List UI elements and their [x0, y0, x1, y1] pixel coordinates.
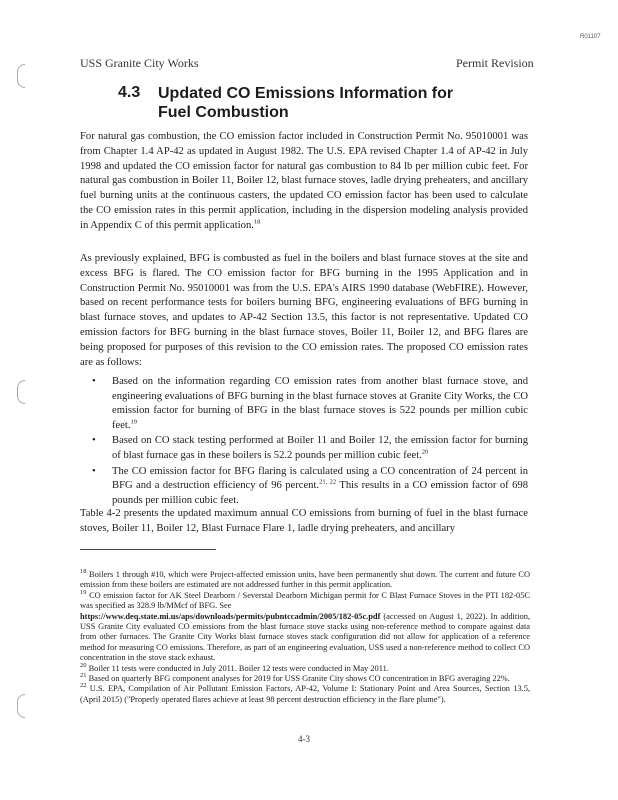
footnote-ref: 18	[253, 218, 261, 226]
list-item-text-tail: This results in a CO emission factor of 698 pounds per million cubic feet.	[112, 480, 529, 506]
bullet-icon: •	[92, 465, 96, 477]
emission-factor-list	[92, 375, 528, 509]
footnote-text: Boilers 1 through #10, which were Project-affected emission units, have been permanently shut down. The current and future CO emission from these boilers are estimated are not addressed further in this permit application.	[80, 570, 530, 590]
footnote-text: (accessed on August 1, 2022). In addition, USS Granite City evaluated CO emissions from the blast furnace stove stacks using non-reference method to compare against data from other furnaces. The Granite City Works blast furnace stoves stack configuration did not allow for application of a reference method for measuring CO emissions. Therefore, as part of an engineering evaluation, USS used a non-reference method to collect CO concentration in the stove stack exhaust.	[80, 611, 530, 663]
footnote-text: CO emission factor for AK Steel Dearborn / Severstal Dearborn Michigan permit for C Blast Furnace Stoves in the PTI 182-05C was specified as 328.9 lb/MMcf of BFG. See	[80, 590, 530, 611]
footnote-link[interactable]: https://www.deq.state.mi.us/aps/downloads/permits/pubntccadmin/2005/182-05c.pdf	[80, 611, 381, 621]
footnote	[80, 674, 530, 684]
footnote-mark: 19	[80, 589, 87, 597]
footnote	[80, 684, 530, 705]
footnote-divider	[80, 549, 216, 550]
paragraph-natural-gas	[80, 130, 528, 234]
footnote-ref: 21, 22	[319, 478, 337, 486]
footnote	[80, 591, 530, 612]
running-header-right: Permit Revision	[456, 56, 534, 70]
running-header-left: USS Granite City Works	[80, 56, 199, 70]
footnote-ref: 19	[130, 418, 138, 426]
footnotes	[80, 570, 530, 705]
paragraph-text: For natural gas combustion, the CO emission factor included in Construction Permit No. 95010001 was from Chapter 1.4 AP-42 as updated in August 1982. The U.S. EPA revised Chapter 1.4 of AP-42 in July 1998 and updated the CO emission factor for natural gas combustion to 84 lb per million cubic feet. For natural gas combustion in Boiler 11, Boiler 12, blast furnace stoves, ladle drying preheaters, and ancillary fuel burning units at the continuous casters, the updated CO emission factor has been used to calculate the CO emission rates in this permit application, including in the dispersion modeling analysis provided in Appendix C of this permit application.	[80, 131, 528, 231]
footnote-mark: 20	[80, 661, 87, 669]
binder-hole-mark	[17, 694, 25, 718]
list-item	[92, 375, 528, 433]
footnote-ref: 20	[421, 448, 429, 456]
footnote-mark: 18	[80, 568, 87, 576]
list-item	[92, 434, 528, 463]
bullet-icon: •	[92, 376, 96, 387]
binder-hole-mark	[17, 380, 25, 404]
list-item-text: Based on CO stack testing performed at Boiler 11 and Boiler 12, the emission factor for burning of blast furnace gas in these boilers is 52.2 pounds per million cubic feet.	[112, 435, 528, 461]
footnote-continuation	[80, 612, 530, 664]
footnote	[80, 570, 530, 591]
list-item-text: Based on the information regarding CO emission rates from another blast furnace stove, and engineering evaluations of BFG burning in the blast furnace stoves at Granite City Works, the CO emission factor for burning of BFG in the blast furnace stoves is 522 pounds per million cubic feet.	[112, 376, 528, 431]
page-number: 4-3	[298, 734, 310, 744]
section-number: 4.3	[118, 84, 141, 101]
document-stamp: R01107	[580, 34, 601, 40]
footnote-text: Based on quarterly BFG component analyses for 2019 for USS Granite City shows CO concentration in BFG averaging 22%.	[88, 674, 510, 684]
footnote-mark: 21	[80, 672, 87, 680]
footnote-mark: 22	[80, 682, 87, 690]
list-item	[92, 465, 528, 509]
footnote-text: Boiler 11 tests were conducted in July 2011. Boiler 12 tests were conducted in May 2011.	[88, 663, 389, 673]
bullet-icon: •	[92, 435, 96, 447]
binder-hole-mark	[17, 64, 25, 88]
section-title: Updated CO Emissions Information for Fuel Combustion	[158, 85, 454, 121]
footnote	[80, 661, 530, 674]
footnote-text: U.S. EPA, Compilation of Air Pollutant Emission Factors, AP-42, Volume I: Stationary Point and Area Sources, Section 13.5, (April 2015) ("Properly operated flares achieve at least 98 percent destruction efficiency in the flare plume").	[80, 684, 531, 704]
list-item-text: The CO emission factor for BFG flaring is calculated using a CO concentration of 24 percent in BFG and a destruction efficiency of 96 percent.	[112, 465, 528, 492]
paragraph-bfg: As previously explained, BFG is combusted as fuel in the boilers and blast furnace stoves at the site and excess BFG is flared. The CO emission factor for BFG burning in the 1995 Application and in Construction Permit No. 95010001 was from the U.S. EPA's AIRS 1990 database (WebFIRE). However, based on recent performance tests for boilers burning BFG, engineering evaluations of BFG burning in blast furnace stoves, and updates to AP-42 Section 13.5, this factor is not representative. Updated CO emission factors for BFG burning in the blast furnace stoves, Boiler 11, Boiler 12, and BFG flares are being proposed for purposes of this revision to the CO emission rates. The proposed CO emission rates are as follows:	[80, 253, 528, 368]
paragraph-table-intro: Table 4-2 presents the updated maximum annual CO emissions from burning of fuel in the blast furnace stoves, Boiler 11, Boiler 12, Blast Furnace Flare 1, ladle drying preheaters, and ancillary	[80, 508, 528, 534]
